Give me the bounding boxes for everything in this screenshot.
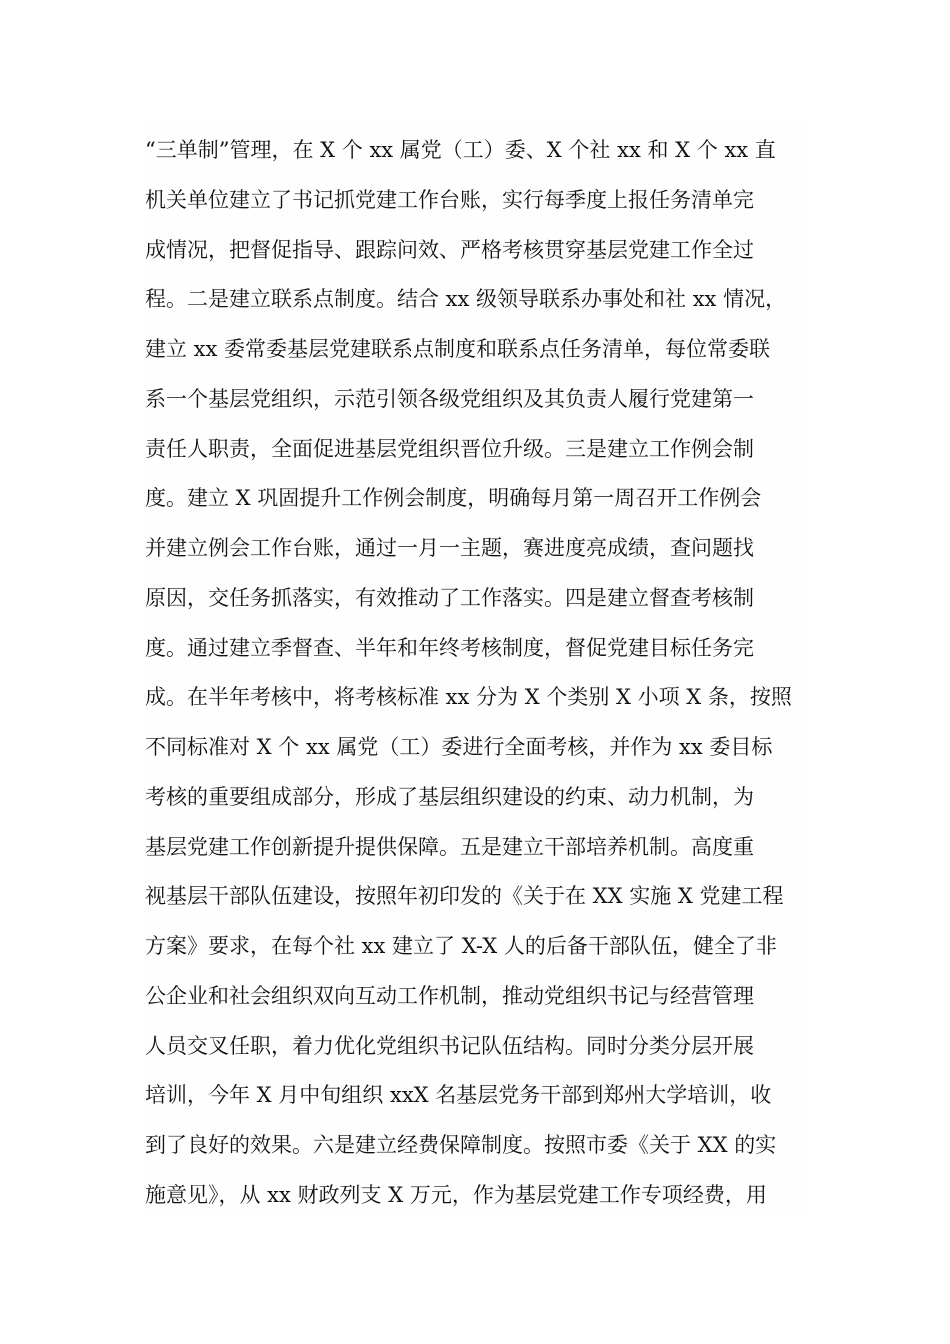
text-line: 基层党建工作创新提升提供保障。五是建立干部培养机制。高度重 [145, 835, 754, 859]
text-line: 施意见》，从 xx 财政列支 X 万元，作为基层党建工作专项经费，用 [145, 1183, 767, 1207]
text-line: 成情况，把督促指导、跟踪问效、严格考核贯穿基层党建工作全过 [145, 238, 754, 262]
text-line: 程。二是建立联系点制度。结合 xx 级领导联系办事处和社 xx 情况， [145, 287, 787, 311]
text-line: 度。建立 X 巩固提升工作例会制度，明确每月第一周召开工作例会 [145, 486, 762, 510]
text-line: 原因，交任务抓落实，有效推动了工作落实。四是建立督查考核制 [145, 586, 754, 610]
text-line: 视基层干部队伍建设，按照年初印发的《关于在 XX 实施 X 党建工程 [145, 884, 784, 908]
text-line: “三单制”管理，在 X 个 xx 属党（工）委、X 个社 xx 和 X 个 xx 直 [145, 138, 776, 162]
text-line: 培训，今年 X 月中旬组织 xxX 名基层党务干部到郑州大学培训，收 [145, 1083, 772, 1107]
text-line: 成。在半年考核中，将考核标准 xx 分为 X 个类别 X 小项 X 条，按照 [145, 685, 792, 709]
document-body [143, 124, 806, 1218]
text-line: 公企业和社会组织双向互动工作机制，推动党组织书记与经营管理 [145, 984, 754, 1008]
text-line: 建立 xx 委常委基层党建联系点制度和联系点任务清单，每位常委联 [145, 337, 771, 361]
text-line: 责任人职责，全面促进基层党组织晋位升级。三是建立工作例会制 [145, 437, 754, 461]
text-line: 系一个基层党组织，示范引领各级党组织及其负责人履行党建第一 [145, 387, 754, 411]
text-line: 度。通过建立季督查、半年和年终考核制度，督促党建目标任务完 [145, 636, 754, 660]
text-line: 方案》要求，在每个社 xx 建立了 X-X 人的后备干部队伍，健全了非 [145, 934, 777, 958]
text-line: 人员交叉任职，着力优化党组织书记队伍结构。同时分类分层开展 [145, 1034, 754, 1058]
text-line: 不同标准对 X 个 xx 属党（工）委进行全面考核，并作为 xx 委目标 [145, 735, 773, 759]
text-line: 考核的重要组成部分，形成了基层组织建设的约束、动力机制，为 [145, 785, 754, 809]
text-line: 并建立例会工作台账，通过一月一主题，赛进度亮成绩，查问题找 [145, 536, 754, 560]
text-line: 到了良好的效果。六是建立经费保障制度。按照市委《关于 XX 的实 [145, 1133, 777, 1157]
text-line: 机关单位建立了书记抓党建工作台账，实行每季度上报任务清单完 [145, 188, 754, 212]
